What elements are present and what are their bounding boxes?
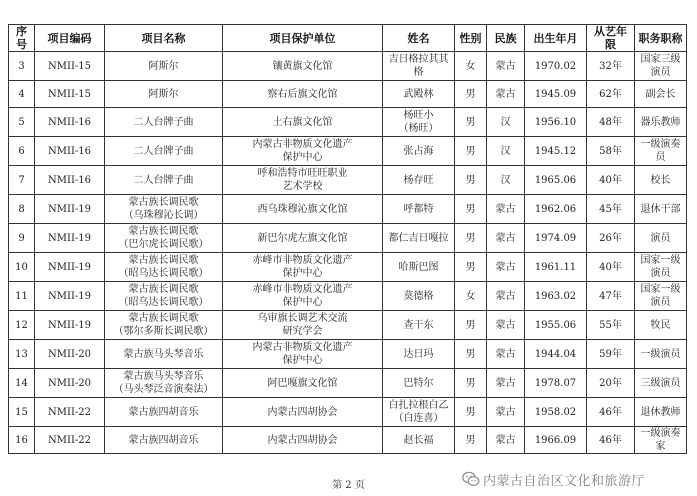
table-row [9, 81, 687, 108]
cell-line: （马头琴泛音演奏法） [113, 384, 214, 395]
cell-years: 46年 [587, 398, 635, 427]
cell-gender: 男 [455, 398, 487, 427]
cell-protection-unit [223, 108, 383, 137]
cell-gender: 男 [455, 166, 487, 195]
cell-project-name [105, 137, 223, 166]
cell-line: 呼都特 [403, 203, 434, 215]
cell-protection-unit [223, 224, 383, 253]
cell-line: 蒙古族长调民歌 [128, 284, 199, 295]
cell-index: 12 [9, 311, 35, 340]
cell-line: 乌审旗长调艺术交流 [257, 313, 348, 324]
cell-ethnicity: 蒙古 [487, 81, 525, 108]
cell-years: 48年 [587, 108, 635, 137]
cell-line: 西乌珠穆沁旗文化馆 [257, 203, 348, 215]
cell-line: 蒙古族长调民歌 [128, 313, 199, 324]
col-header-project-name: 项目名称 [105, 25, 223, 52]
cell-gender: 男 [455, 253, 487, 282]
cell-protection-unit [223, 195, 383, 224]
col-header-years: 从艺年限 [587, 25, 635, 52]
cell-line: 张占海 [403, 145, 434, 157]
cell-title [635, 108, 687, 137]
col-header-name: 姓名 [383, 25, 455, 52]
cell-code: NMII-19 [35, 282, 105, 311]
cell-line: （鄂尔多斯长调民歌） [113, 326, 214, 337]
cell-name [383, 369, 455, 398]
cell-protection-unit [223, 81, 383, 108]
cell-ethnicity: 蒙古 [487, 195, 525, 224]
table-row [9, 253, 687, 282]
cell-line: 二人台牌子曲 [133, 145, 194, 157]
cell-ethnicity: 蒙古 [487, 369, 525, 398]
cell-line: （杨旺） [398, 123, 439, 134]
cell-ethnicity: 蒙古 [487, 398, 525, 427]
cell-line: 蒙古族长调民歌 [128, 197, 199, 208]
col-header-title: 职务职称 [635, 25, 687, 52]
cell-index: 8 [9, 195, 35, 224]
col-header-index: 序号 [9, 25, 35, 52]
cell-line: 阿巴嘎旗文化馆 [267, 377, 338, 389]
cell-line: 内蒙古四胡协会 [267, 406, 338, 418]
cell-protection-unit [223, 52, 383, 81]
cell-name [383, 195, 455, 224]
cell-gender: 男 [455, 108, 487, 137]
table-row [9, 108, 687, 137]
cell-birth: 1978.07 [525, 369, 587, 398]
cell-years: 45年 [587, 195, 635, 224]
cell-line: （昭乌达长调民歌） [118, 297, 209, 308]
cell-name [383, 311, 455, 340]
cell-title [635, 282, 687, 311]
cell-name [383, 137, 455, 166]
table-row [9, 311, 687, 340]
cell-protection-unit [223, 253, 383, 282]
cell-line: 蒙古族长调民歌 [128, 255, 199, 266]
cell-ethnicity: 蒙古 [487, 52, 525, 81]
cell-project-name [105, 253, 223, 282]
cell-line: 达日玛 [403, 348, 434, 360]
cell-name [383, 427, 455, 454]
cell-title [635, 81, 687, 108]
cell-line: 内蒙古四胡协会 [267, 434, 338, 446]
cell-years: 32年 [587, 52, 635, 81]
cell-line: 三级演员 [640, 377, 681, 389]
cell-project-name [105, 282, 223, 311]
table-row [9, 52, 687, 81]
cell-birth: 1955.06 [525, 311, 587, 340]
cell-ethnicity: 汉 [487, 108, 525, 137]
cell-line: （乌珠穆沁长调） [123, 210, 204, 221]
cell-line: 吉日格拉其其格 [388, 54, 449, 78]
cell-protection-unit [223, 427, 383, 454]
cell-project-name [105, 195, 223, 224]
cell-line: 土右旗文化馆 [272, 116, 333, 128]
table-row [9, 195, 687, 224]
cell-birth: 1945.09 [525, 81, 587, 108]
cell-ethnicity: 蒙古 [487, 282, 525, 311]
col-header-ethnicity: 民族 [487, 25, 525, 52]
cell-line: 研究学会 [282, 326, 323, 337]
cell-title [635, 369, 687, 398]
col-header-code: 项目编码 [35, 25, 105, 52]
page-number: 第 2 页 [332, 480, 365, 491]
cell-line: 演员 [650, 268, 671, 279]
cell-birth: 1962.06 [525, 195, 587, 224]
cell-ethnicity: 蒙古 [487, 340, 525, 369]
table-row [9, 369, 687, 398]
cell-line: 保护中心 [282, 355, 323, 366]
cell-code: NMII-20 [35, 340, 105, 369]
cell-protection-unit [223, 340, 383, 369]
cell-project-name [105, 81, 223, 108]
cell-gender: 男 [455, 137, 487, 166]
table-row [9, 398, 687, 427]
cell-years: 40年 [587, 253, 635, 282]
cell-line: 校长 [650, 174, 671, 186]
cell-name [383, 52, 455, 81]
cell-gender: 男 [455, 224, 487, 253]
table-header-row [9, 25, 687, 52]
cell-line: 器乐教师 [640, 116, 681, 128]
cell-years: 47年 [587, 282, 635, 311]
cell-line: 国家三级 [640, 54, 681, 65]
cell-index: 4 [9, 81, 35, 108]
cell-line: 艺术学校 [282, 181, 323, 192]
cell-code: NMII-22 [35, 398, 105, 427]
col-header-birth: 出生年月 [525, 25, 587, 52]
cell-index: 15 [9, 398, 35, 427]
cell-line: 演员 [650, 297, 671, 308]
cell-line: 巴特尔 [403, 377, 434, 389]
cell-name [383, 253, 455, 282]
cell-project-name [105, 52, 223, 81]
heritage-table [8, 24, 687, 454]
cell-title [635, 52, 687, 81]
cell-ethnicity: 蒙古 [487, 311, 525, 340]
table-row [9, 427, 687, 454]
cell-line: 保护中心 [282, 152, 323, 163]
cell-line: 呼和浩特市旺旺职业 [257, 168, 348, 179]
cell-title [635, 166, 687, 195]
cell-line: 蒙古族长调民歌 [128, 226, 199, 237]
cell-line: 阿斯尔 [148, 88, 179, 100]
cell-line: 一级演员 [640, 348, 681, 360]
cell-line: 演员 [650, 232, 671, 244]
wechat-icon [462, 471, 480, 487]
cell-line: 察右后旗文化馆 [267, 88, 338, 100]
cell-name [383, 166, 455, 195]
cell-birth: 1944.04 [525, 340, 587, 369]
cell-title [635, 340, 687, 369]
cell-line: 二人台牌子曲 [133, 116, 194, 128]
cell-title [635, 253, 687, 282]
cell-line: 退休教师 [640, 406, 681, 418]
cell-years: 55年 [587, 311, 635, 340]
cell-index: 13 [9, 340, 35, 369]
cell-index: 7 [9, 166, 35, 195]
cell-line: 赤峰市非物质文化遗产 [252, 284, 353, 295]
cell-protection-unit [223, 166, 383, 195]
cell-line: 牧民 [650, 319, 671, 331]
cell-line: 蒙古族四胡音乐 [128, 434, 199, 446]
cell-protection-unit [223, 369, 383, 398]
cell-protection-unit [223, 282, 383, 311]
cell-protection-unit [223, 398, 383, 427]
cell-index: 9 [9, 224, 35, 253]
cell-birth: 1970.02 [525, 52, 587, 81]
table-row [9, 224, 687, 253]
cell-name [383, 340, 455, 369]
cell-name [383, 224, 455, 253]
cell-line: 杨旺小 [403, 110, 434, 121]
cell-gender: 男 [455, 311, 487, 340]
cell-line: 蒙古族马头琴音乐 [123, 348, 204, 360]
cell-index: 3 [9, 52, 35, 81]
cell-line: 查干东 [403, 319, 434, 331]
cell-line: 赤峰市非物质文化遗产 [252, 255, 353, 266]
table-row [9, 282, 687, 311]
cell-code: NMII-19 [35, 224, 105, 253]
cell-project-name [105, 427, 223, 454]
cell-line: 蒙古族马头琴音乐 [123, 371, 204, 382]
cell-line: （白连喜） [393, 413, 444, 424]
cell-code: NMII-19 [35, 195, 105, 224]
cell-index: 16 [9, 427, 35, 454]
cell-line: （巴尔虎长调民歌） [118, 239, 209, 250]
cell-birth: 1965.06 [525, 166, 587, 195]
cell-years: 20年 [587, 369, 635, 398]
cell-line: 内蒙古非物质文化遗产 [252, 139, 353, 150]
cell-line: 赵长福 [403, 434, 434, 446]
cell-birth: 1945.12 [525, 137, 587, 166]
cell-line: 副会长 [645, 88, 676, 100]
cell-line: 白扎拉根白乙 [388, 400, 449, 411]
cell-line: 新巴尔虎左旗文化馆 [257, 232, 348, 244]
cell-line: 莫德格 [403, 290, 434, 302]
cell-project-name [105, 369, 223, 398]
cell-line: 哈斯巴图 [398, 261, 439, 273]
cell-project-name [105, 108, 223, 137]
cell-protection-unit [223, 137, 383, 166]
cell-ethnicity: 蒙古 [487, 253, 525, 282]
cell-years: 58年 [587, 137, 635, 166]
cell-line: 一级演奏员 [640, 139, 681, 163]
cell-birth: 1961.11 [525, 253, 587, 282]
cell-project-name [105, 340, 223, 369]
cell-title [635, 224, 687, 253]
cell-code: NMII-16 [35, 108, 105, 137]
cell-title [635, 195, 687, 224]
cell-project-name [105, 398, 223, 427]
cell-birth: 1956.10 [525, 108, 587, 137]
cell-ethnicity: 蒙古 [487, 427, 525, 454]
cell-code: NMII-19 [35, 253, 105, 282]
cell-code: NMII-16 [35, 137, 105, 166]
col-header-gender: 性别 [455, 25, 487, 52]
cell-line: 镶黄旗文化馆 [272, 60, 333, 72]
cell-birth: 1963.02 [525, 282, 587, 311]
cell-title [635, 137, 687, 166]
cell-code: NMII-15 [35, 52, 105, 81]
cell-code: NMII-22 [35, 427, 105, 454]
cell-gender: 男 [455, 427, 487, 454]
cell-index: 6 [9, 137, 35, 166]
cell-gender: 女 [455, 282, 487, 311]
watermark [462, 468, 645, 490]
cell-line: 武殿林 [403, 88, 434, 100]
cell-line: 蒙古族四胡音乐 [128, 406, 199, 418]
cell-line: 国家一级 [640, 284, 681, 295]
cell-line: 都仁吉日嘎拉 [388, 232, 449, 244]
cell-index: 14 [9, 369, 35, 398]
cell-birth: 1966.09 [525, 427, 587, 454]
cell-index: 11 [9, 282, 35, 311]
cell-years: 46年 [587, 427, 635, 454]
cell-line: 保护中心 [282, 268, 323, 279]
cell-gender: 男 [455, 195, 487, 224]
cell-years: 62年 [587, 81, 635, 108]
cell-project-name [105, 311, 223, 340]
cell-ethnicity: 汉 [487, 137, 525, 166]
cell-years: 59年 [587, 340, 635, 369]
cell-index: 5 [9, 108, 35, 137]
cell-project-name [105, 166, 223, 195]
cell-gender: 男 [455, 369, 487, 398]
cell-code: NMII-20 [35, 369, 105, 398]
cell-title [635, 398, 687, 427]
cell-gender: 男 [455, 81, 487, 108]
cell-line: 保护中心 [282, 297, 323, 308]
table-row [9, 137, 687, 166]
cell-title [635, 311, 687, 340]
cell-index: 10 [9, 253, 35, 282]
cell-code: NMII-15 [35, 81, 105, 108]
cell-protection-unit [223, 311, 383, 340]
cell-line: 阿斯尔 [148, 60, 179, 72]
cell-title [635, 427, 687, 454]
cell-gender: 男 [455, 340, 487, 369]
cell-name [383, 282, 455, 311]
cell-project-name [105, 224, 223, 253]
watermark-text: 内蒙古自治区文化和旅游厅 [483, 473, 646, 489]
table-row [9, 340, 687, 369]
table-row [9, 166, 687, 195]
cell-years: 40年 [587, 166, 635, 195]
cell-years: 26年 [587, 224, 635, 253]
cell-line: 国家一级 [640, 255, 681, 266]
cell-line: （昭乌达长调民歌） [118, 268, 209, 279]
cell-code: NMII-19 [35, 311, 105, 340]
cell-name [383, 81, 455, 108]
cell-line: 一级演奏家 [640, 428, 681, 452]
cell-line: 杨存旺 [403, 174, 434, 186]
cell-line: 演员 [650, 67, 671, 78]
cell-code: NMII-16 [35, 166, 105, 195]
col-header-protection-unit: 项目保护单位 [223, 25, 383, 52]
cell-birth: 1974.09 [525, 224, 587, 253]
cell-gender: 女 [455, 52, 487, 81]
cell-ethnicity: 蒙古 [487, 224, 525, 253]
cell-name [383, 398, 455, 427]
cell-line: 二人台牌子曲 [133, 174, 194, 186]
cell-birth: 1958.02 [525, 398, 587, 427]
cell-ethnicity: 汉 [487, 166, 525, 195]
cell-name [383, 108, 455, 137]
cell-line: 内蒙古非物质文化遗产 [252, 342, 353, 353]
cell-line: 退休干部 [640, 203, 681, 215]
